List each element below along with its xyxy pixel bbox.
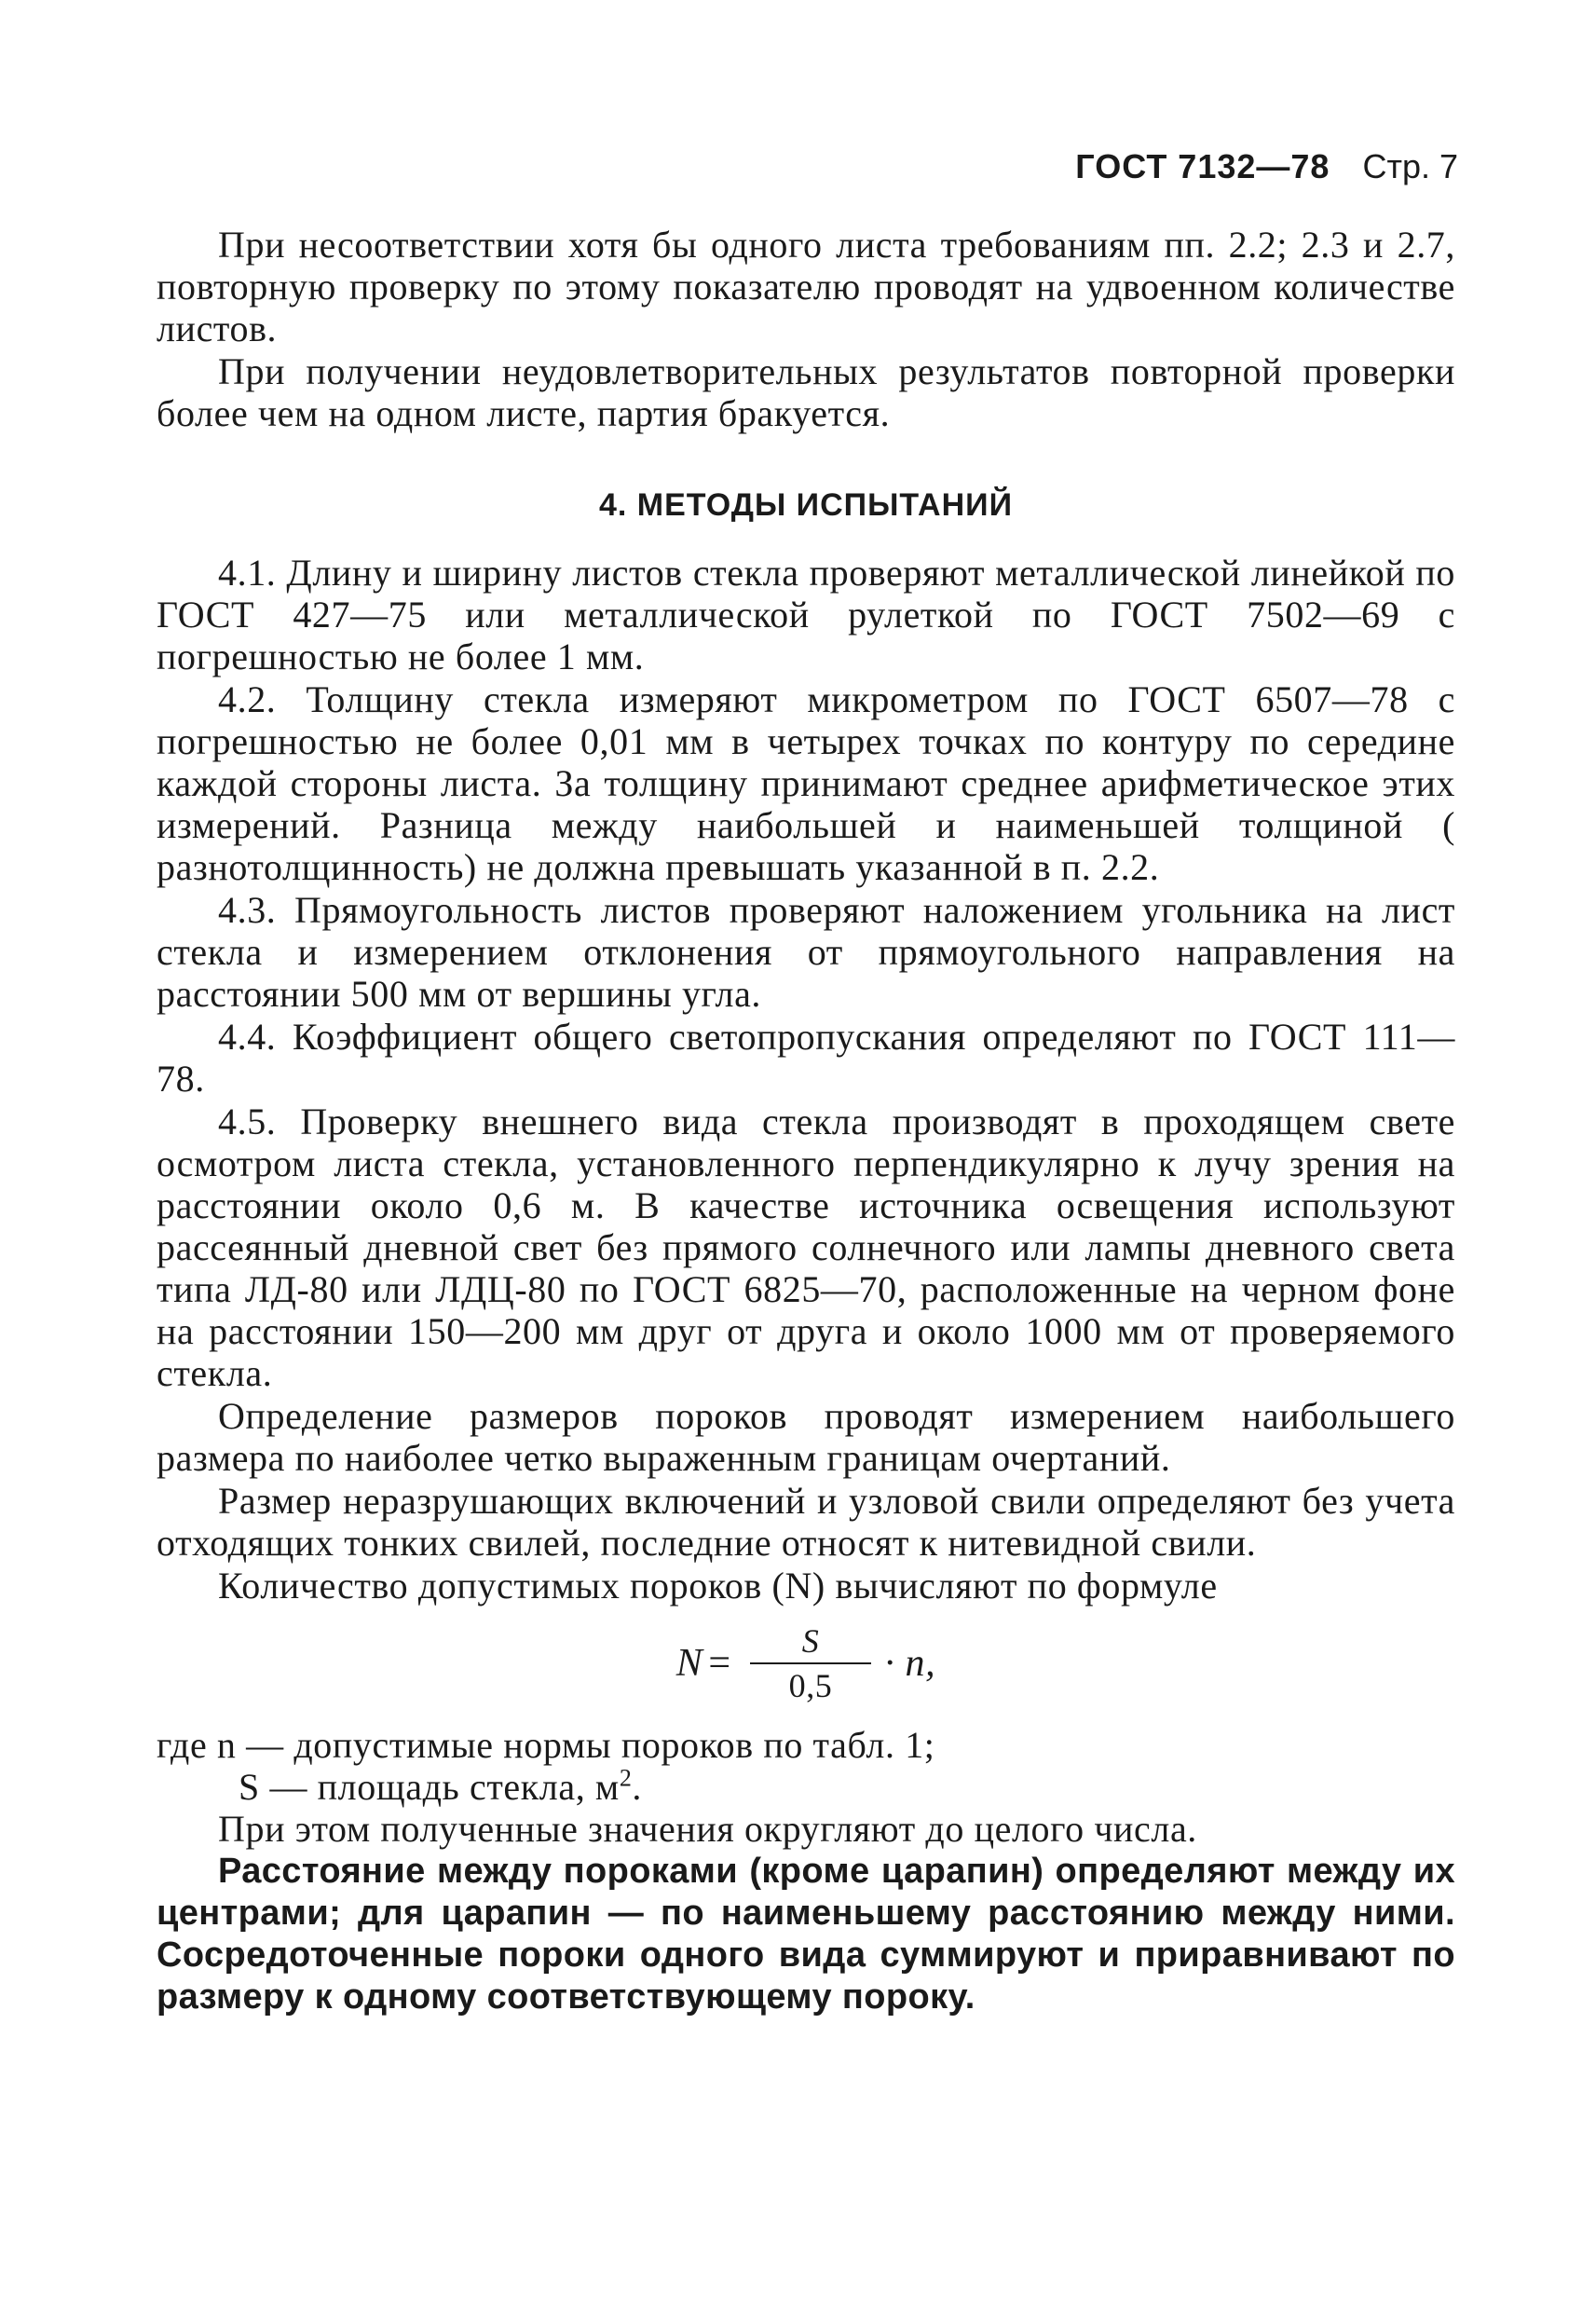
standard-number: ГОСТ 7132—78 — [1075, 147, 1330, 185]
formula-denominator: 0,5 — [788, 1667, 833, 1704]
formula-fraction — [750, 1623, 872, 1703]
page-number: Стр. 7 — [1362, 147, 1458, 185]
legend-s — [157, 1766, 1455, 1808]
clause-4-3: 4.3. Прямоугольность листов проверяют наложением угольника на лист стекла и измерением отклонения от прямоугольного направления на расстоянии 500 мм от вершины угла. — [157, 889, 1455, 1015]
clause-4-1: 4.1. Длину и ширину листов стекла проверяют металлической линейкой по ГОСТ 427—75 или металлической рулеткой по ГОСТ 7502—69 с погрешностью не более 1 мм. — [157, 552, 1455, 677]
formula-lhs: N — [675, 1641, 703, 1685]
formula-rhs: · n, — [884, 1641, 936, 1685]
formula — [157, 1614, 1455, 1713]
clause-4-5: 4.5. Проверку внешнего вида стекла производят в проходящем свете осмотром листа стекла, установленного перпендикулярно к лучу зрения на расстоянии около 0,6 м. В качестве источника освещения используют рассеянный дневной свет без прямого солнечного или лампы дневного света типа ЛД-80 или ЛДЦ-80 по ГОСТ 6825—70, расположенные на черном фоне на расстоянии 150—200 мм друг от друга и около 1000 мм от проверяемого стекла. — [157, 1101, 1455, 1394]
legend-n: где n — допустимые нормы пороков по табл. 1; — [157, 1724, 935, 1766]
intro-paragraph-2: При получении неудовлетворительных результатов повторной проверки более чем на одном листе, партия бракуется. — [157, 350, 1455, 434]
formula-numerator: S — [750, 1623, 872, 1664]
defect-count-paragraph: Количество допустимых пороков (N) вычисляют по формуле — [218, 1565, 1218, 1607]
rounding-paragraph: При этом полученные значения округляют до целого числа. — [218, 1808, 1197, 1850]
intro-paragraph-1: При несоответствии хотя бы одного листа требованиям пп. 2.2; 2.3 и 2.7, повторную проверку по этому показателю проводят на удвоенном количестве листов. — [157, 224, 1455, 349]
document-body — [157, 224, 1455, 2019]
formula-equals: = — [708, 1641, 731, 1685]
section-title: 4. МЕТОДЫ ИСПЫТАНИЙ — [599, 487, 1013, 523]
formula-legend — [157, 1724, 1455, 1808]
distance-paragraph: Расстояние между пороками (кроме царапин) определяют между их центрами; для царапин — по наименьшему расстоянию между ними. Сосредоточенные пороки одного вида суммируют и приравнивают по размеру к одному соответствующему пороку. — [157, 1852, 1455, 2017]
inclusions-paragraph: Размер неразрушающих включений и узловой свили определяют без учета отходящих тонких свилей, последние относят к нитевидной свили. — [157, 1480, 1455, 1564]
clause-4-2: 4.2. Толщину стекла измеряют микрометром по ГОСТ 6507—78 с погрешностью не более 0,01 мм в четырех точках по контуру по середине каждой стороны листа. За толщину принимают среднее арифметическое этих измерений. Разница между наибольшей и наименьшей толщиной ( разнотолщинность) не должна превышать указанной в п. 2.2. — [157, 678, 1455, 888]
page-header — [1075, 147, 1458, 186]
legend-s-end: . — [632, 1766, 643, 1808]
clause-4-4: 4.4. Коэффициент общего светопропускания определяют по ГОСТ 111—78. — [157, 1016, 1455, 1100]
legend-s-text: S — площадь стекла, м — [239, 1766, 620, 1808]
legend-s-superscript: 2 — [619, 1764, 633, 1792]
defects-size-paragraph: Определение размеров пороков проводят измерением наибольшего размера по наиболее четко выраженным границам очертаний. — [157, 1395, 1455, 1479]
